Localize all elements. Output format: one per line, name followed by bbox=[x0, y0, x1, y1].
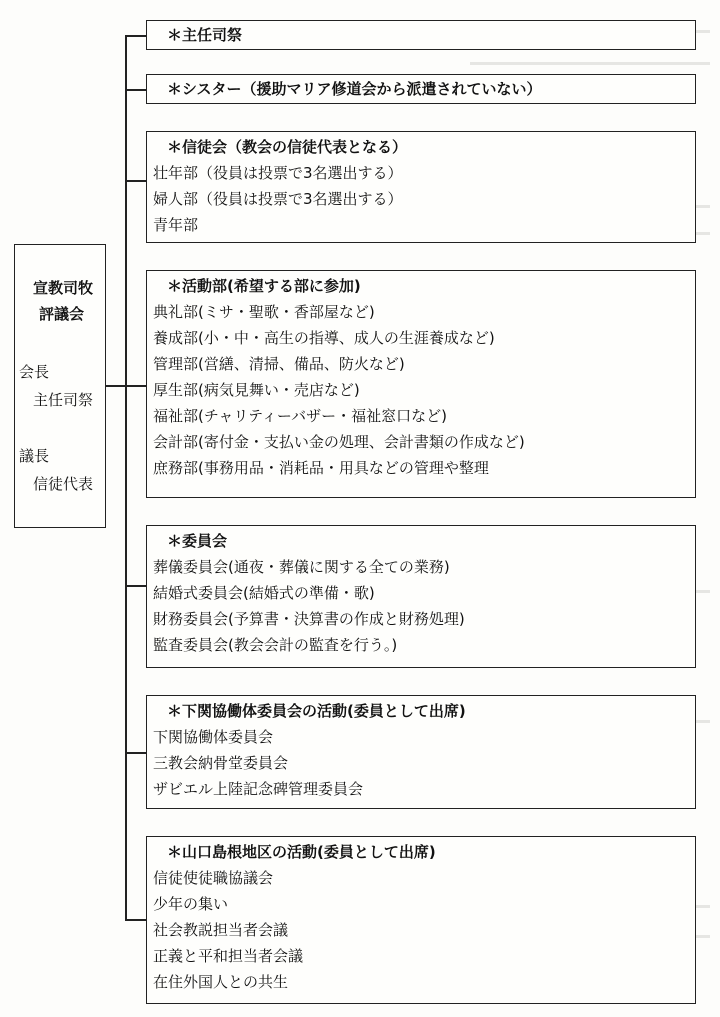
list-item: 典礼部(ミサ・聖歌・香部屋など) bbox=[153, 303, 375, 321]
list-item: 管理部(営繕、清掃、備品、防火など) bbox=[153, 355, 405, 373]
list-item: 正義と平和担当者会議 bbox=[153, 947, 304, 965]
council-box bbox=[14, 244, 106, 528]
list-item: 信徒使徒職協議会 bbox=[153, 869, 274, 887]
council-title-line1: 宣教司牧 bbox=[33, 279, 94, 297]
group-box-yamaguchi-shimane bbox=[146, 836, 696, 1004]
group-title: ＊主任司祭 bbox=[167, 26, 243, 44]
list-item: 厚生部(病気見舞い・売店など) bbox=[153, 381, 360, 399]
group-title: ＊委員会 bbox=[167, 532, 228, 550]
vice-value: 信徒代表 bbox=[33, 475, 94, 493]
group-box-sister bbox=[146, 74, 696, 104]
list-item: 福祉部(チャリティーバザー・福祉窓口など) bbox=[153, 407, 448, 425]
list-item: 下関協働体委員会 bbox=[153, 728, 274, 746]
list-item: 壮年部（役員は投票で3名選出する） bbox=[153, 164, 403, 182]
list-item: 庶務部(事務用品・消耗品・用具などの管理や整理 bbox=[153, 459, 489, 477]
list-item: 葬儀委員会(通夜・葬儀に関する全ての業務) bbox=[153, 558, 450, 576]
chair-value: 主任司祭 bbox=[33, 391, 94, 409]
branch-line bbox=[125, 385, 147, 387]
list-item: 婦人部（役員は投票で3名選出する） bbox=[153, 190, 403, 208]
vice-label: 議長 bbox=[19, 447, 50, 465]
branch-line bbox=[125, 35, 147, 37]
chair-label: 会長 bbox=[19, 363, 50, 381]
group-box-shimonoseki bbox=[146, 695, 696, 809]
council-connector bbox=[106, 385, 126, 387]
group-box-committees bbox=[146, 525, 696, 668]
bleed-through-mark bbox=[470, 62, 710, 65]
list-item: 三教会納骨堂委員会 bbox=[153, 754, 289, 772]
list-item: 会計部(寄付金・支払い金の処理、会計書類の作成など) bbox=[153, 433, 525, 451]
list-item: ザビエル上陸記念碑管理委員会 bbox=[153, 780, 364, 798]
branch-line bbox=[125, 585, 147, 587]
list-item: 社会教説担当者会議 bbox=[153, 921, 289, 939]
group-title: ＊下関協働体委員会の活動(委員として出席) bbox=[167, 702, 466, 720]
list-item: 在住外国人との共生 bbox=[153, 973, 289, 991]
group-title: ＊信徒会（教会の信徒代表となる） bbox=[167, 138, 408, 156]
group-title: ＊活動部(希望する部に参加) bbox=[167, 277, 361, 295]
group-box-chief-priest bbox=[146, 20, 696, 50]
list-item: 監査委員会(教会会計の監査を行う。) bbox=[153, 636, 398, 654]
group-box-activities bbox=[146, 270, 696, 498]
list-item: 少年の集い bbox=[153, 895, 229, 913]
list-item: 養成部(小・中・高生の指導、成人の生涯養成など) bbox=[153, 329, 495, 347]
group-title: ＊シスター（援助マリア修道会から派遣されていない） bbox=[167, 80, 542, 98]
trunk-line bbox=[125, 35, 127, 921]
branch-line bbox=[125, 89, 147, 91]
council-title-line2: 評議会 bbox=[39, 305, 85, 323]
branch-line bbox=[125, 752, 147, 754]
branch-line bbox=[125, 180, 147, 182]
branch-line bbox=[125, 919, 147, 921]
group-title: ＊山口島根地区の活動(委員として出席) bbox=[167, 843, 436, 861]
list-item: 結婚式委員会(結婚式の準備・歌) bbox=[153, 584, 375, 602]
list-item: 財務委員会(予算書・決算書の作成と財務処理) bbox=[153, 610, 465, 628]
list-item: 青年部 bbox=[153, 216, 199, 234]
group-box-laity-council bbox=[146, 131, 696, 243]
